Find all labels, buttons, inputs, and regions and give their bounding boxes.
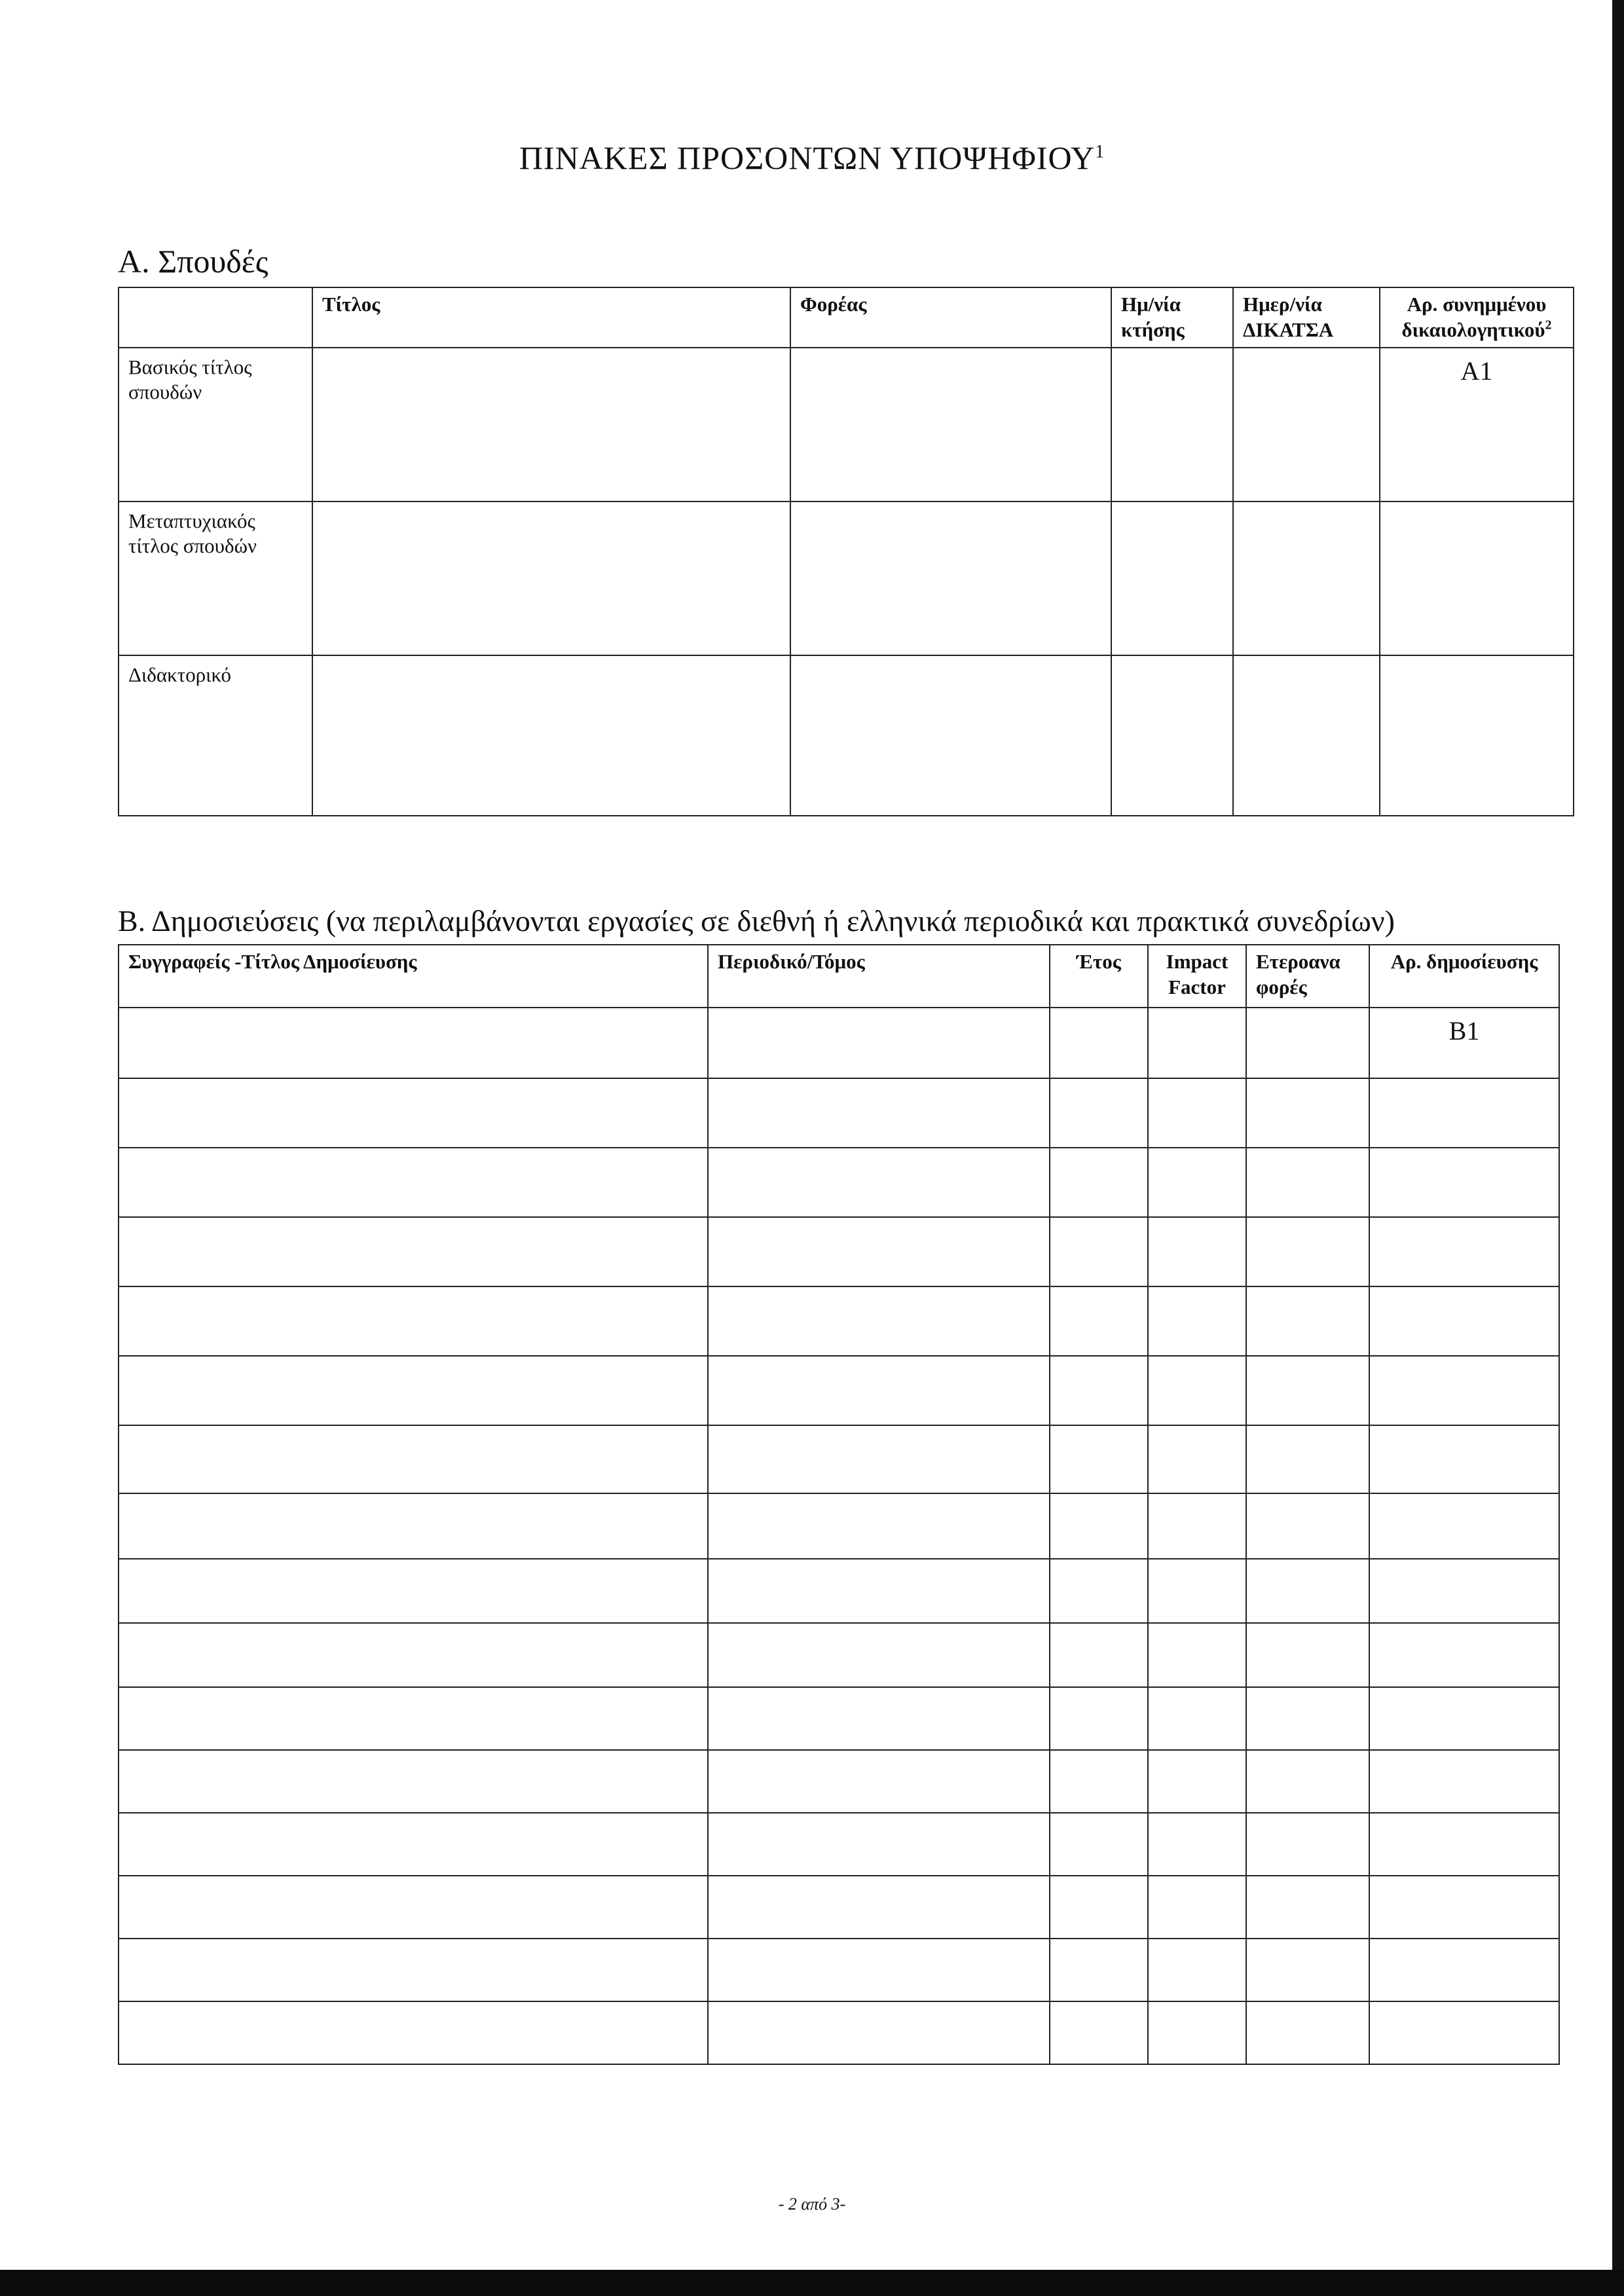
publication-row [119, 1493, 1559, 1559]
publication-journal-cell[interactable] [708, 1078, 1050, 1148]
publication-number-cell[interactable] [1369, 1286, 1559, 1356]
publication-row [119, 1078, 1559, 1148]
masters-date-cell[interactable] [1111, 501, 1233, 655]
publication-number-cell[interactable] [1369, 1559, 1559, 1623]
publication-citations-cell[interactable] [1246, 1425, 1369, 1493]
publication-authors-cell[interactable] [119, 2001, 708, 2064]
publication-authors-cell[interactable] [119, 1286, 708, 1356]
studies-row-bachelor [119, 348, 1574, 501]
publication-impact-cell[interactable] [1148, 1078, 1246, 1148]
publication-journal-cell[interactable] [708, 1559, 1050, 1623]
col-citations: Ετεροανα φορές [1246, 945, 1369, 1008]
publication-number-cell[interactable] [1369, 2001, 1559, 2064]
publications-header-row [119, 945, 1559, 1008]
col-publication-number: Αρ. δημοσίευσης [1369, 945, 1559, 1008]
publications-table [118, 944, 1560, 2065]
section-a-heading: Α. Σπουδές [118, 243, 268, 280]
publication-journal-cell[interactable] [708, 2001, 1050, 2064]
publication-journal-cell[interactable] [708, 1876, 1050, 1939]
publication-number-cell[interactable] [1369, 1813, 1559, 1876]
publication-impact-cell[interactable] [1148, 1750, 1246, 1813]
publication-authors-cell[interactable] [119, 1356, 708, 1425]
masters-attachment-cell[interactable] [1380, 501, 1574, 655]
publication-journal-cell[interactable] [708, 1813, 1050, 1876]
publication-number-cell[interactable] [1369, 1687, 1559, 1750]
publication-number-cell[interactable] [1369, 1425, 1559, 1493]
publication-journal-cell[interactable] [708, 1148, 1050, 1217]
scan-border [0, 2270, 1624, 2296]
col-title: Τίτλος [312, 287, 790, 348]
section-b-heading: Β. Δημοσιεύσεις (να περιλαμβάνονται εργασίες σε διεθνή ή ελληνικά περιοδικά και πρακτικά συνεδρίων) [118, 904, 1395, 938]
publication-authors-cell[interactable] [119, 1078, 708, 1148]
doctorate-date-cell[interactable] [1111, 655, 1233, 816]
publication-year-cell[interactable] [1050, 1008, 1148, 1078]
publication-authors-cell[interactable] [119, 1623, 708, 1687]
publication-row [119, 1286, 1559, 1356]
publication-journal-cell[interactable] [708, 1008, 1050, 1078]
publication-year-cell[interactable] [1050, 1078, 1148, 1148]
publication-impact-cell[interactable] [1148, 1939, 1246, 2001]
bachelor-date-cell[interactable] [1111, 348, 1233, 501]
publication-row [119, 1148, 1559, 1217]
publication-row [119, 1876, 1559, 1939]
publication-impact-cell[interactable] [1148, 1286, 1246, 1356]
publication-year-cell[interactable] [1050, 1217, 1148, 1286]
studies-corner-cell [119, 287, 312, 348]
row-label-masters: Μεταπτυχιακός τίτλος σπουδών [119, 501, 312, 655]
publication-citations-cell[interactable] [1246, 1750, 1369, 1813]
publication-year-cell[interactable] [1050, 1939, 1148, 2001]
publication-authors-cell[interactable] [119, 1813, 708, 1876]
publication-citations-cell[interactable] [1246, 1813, 1369, 1876]
publication-citations-cell[interactable] [1246, 1286, 1369, 1356]
publication-row [119, 1750, 1559, 1813]
studies-row-doctorate [119, 655, 1574, 816]
col-date-dikatsa: Ημερ/νία ΔΙΚΑΤΣΑ [1233, 287, 1380, 348]
publication-row [119, 1356, 1559, 1425]
publication-citations-cell[interactable] [1246, 1687, 1369, 1750]
publication-year-cell[interactable] [1050, 2001, 1148, 2064]
publication-year-cell[interactable] [1050, 1356, 1148, 1425]
publication-year-cell[interactable] [1050, 1148, 1148, 1217]
studies-header-row [119, 287, 1574, 348]
publication-journal-cell[interactable] [708, 1425, 1050, 1493]
studies-table [118, 287, 1574, 816]
publication-row [119, 2001, 1559, 2064]
publication-row [119, 1008, 1559, 1078]
publication-row [119, 1813, 1559, 1876]
publication-citations-cell[interactable] [1246, 1078, 1369, 1148]
publication-year-cell[interactable] [1050, 1687, 1148, 1750]
row-label-doctorate: Διδακτορικό [119, 655, 312, 816]
publication-impact-cell[interactable] [1148, 1559, 1246, 1623]
publication-journal-cell[interactable] [708, 1493, 1050, 1559]
publication-authors-cell[interactable] [119, 1750, 708, 1813]
publication-authors-cell[interactable] [119, 1687, 708, 1750]
publication-authors-cell[interactable] [119, 1559, 708, 1623]
doctorate-dikatsa-cell[interactable] [1233, 655, 1380, 816]
publication-row [119, 1939, 1559, 2001]
publication-number-cell[interactable] [1369, 1876, 1559, 1939]
publication-number-cell[interactable] [1369, 1623, 1559, 1687]
publication-number-cell[interactable] [1369, 1356, 1559, 1425]
publication-impact-cell[interactable] [1148, 1425, 1246, 1493]
publication-row [119, 1425, 1559, 1493]
col-authors-title: Συγγραφείς -Τίτλος Δημοσίευσης [119, 945, 708, 1008]
publication-year-cell[interactable] [1050, 1623, 1148, 1687]
publication-row [119, 1623, 1559, 1687]
col-institution: Φορέας [790, 287, 1111, 348]
publication-citations-cell[interactable] [1246, 1623, 1369, 1687]
masters-title-cell[interactable] [312, 501, 790, 655]
publication-year-cell[interactable] [1050, 1876, 1148, 1939]
publication-row [119, 1687, 1559, 1750]
publication-year-cell[interactable] [1050, 1750, 1148, 1813]
bachelor-institution-cell[interactable] [790, 348, 1111, 501]
publication-impact-cell[interactable] [1148, 1008, 1246, 1078]
publication-citations-cell[interactable] [1246, 1356, 1369, 1425]
col-date-acquired: Ημ/νία κτήσης [1111, 287, 1233, 348]
publication-impact-cell[interactable] [1148, 2001, 1246, 2064]
publication-year-cell[interactable] [1050, 1813, 1148, 1876]
publication-authors-cell[interactable] [119, 1939, 708, 2001]
doctorate-attachment-cell[interactable] [1380, 655, 1574, 816]
col-attachment-number: Αρ. συνημμένου δικαιολογητικού$^2$ [1380, 287, 1574, 348]
scan-edge [1612, 0, 1624, 2296]
masters-dikatsa-cell[interactable] [1233, 501, 1380, 655]
publication-journal-cell[interactable] [708, 1939, 1050, 2001]
publication-row [119, 1217, 1559, 1286]
publication-journal-cell[interactable] [708, 1687, 1050, 1750]
publication-year-cell[interactable] [1050, 1425, 1148, 1493]
publication-journal-cell[interactable] [708, 1286, 1050, 1356]
bachelor-title-cell[interactable] [312, 348, 790, 501]
publication-citations-cell[interactable] [1246, 2001, 1369, 2064]
publication-journal-cell[interactable] [708, 1750, 1050, 1813]
page-title: ΠΙΝΑΚΕΣ ΠΡΟΣΟΝΤΩΝ ΥΠΟΨΗΦΙΟΥ$^1$ [519, 139, 1105, 176]
doctorate-title-cell[interactable] [312, 655, 790, 816]
publication-authors-cell[interactable] [119, 1148, 708, 1217]
publication-year-cell[interactable] [1050, 1286, 1148, 1356]
publication-number-cell[interactable] [1369, 1939, 1559, 2001]
publication-row [119, 1559, 1559, 1623]
publication-impact-cell[interactable] [1148, 1687, 1246, 1750]
publication-citations-cell[interactable] [1246, 1939, 1369, 2001]
publication-number-cell[interactable] [1369, 1217, 1559, 1286]
publication-impact-cell[interactable] [1148, 1623, 1246, 1687]
publication-number-cell[interactable]: Β1 [1369, 1008, 1559, 1078]
col-year: Έτος [1050, 945, 1148, 1008]
publication-citations-cell[interactable] [1246, 1493, 1369, 1559]
bachelor-dikatsa-cell[interactable] [1233, 348, 1380, 501]
col-impact-factor: Impact Factor [1148, 945, 1246, 1008]
publication-number-cell[interactable] [1369, 1493, 1559, 1559]
col-journal-volume: Περιοδικό/Τόμος [708, 945, 1050, 1008]
publication-impact-cell[interactable] [1148, 1813, 1246, 1876]
publication-year-cell[interactable] [1050, 1493, 1148, 1559]
row-label-bachelor: Βασικός τίτλος σπουδών [119, 348, 312, 501]
publication-number-cell[interactable] [1369, 1148, 1559, 1217]
publication-authors-cell[interactable] [119, 1425, 708, 1493]
page-footer: - 2 από 3- [778, 2195, 846, 2214]
publication-journal-cell[interactable] [708, 1356, 1050, 1425]
doctorate-institution-cell[interactable] [790, 655, 1111, 816]
publication-impact-cell[interactable] [1148, 1876, 1246, 1939]
publication-citations-cell[interactable] [1246, 1008, 1369, 1078]
publication-impact-cell[interactable] [1148, 1356, 1246, 1425]
publication-journal-cell[interactable] [708, 1217, 1050, 1286]
publication-citations-cell[interactable] [1246, 1217, 1369, 1286]
publication-number-cell[interactable] [1369, 1078, 1559, 1148]
masters-institution-cell[interactable] [790, 501, 1111, 655]
publication-journal-cell[interactable] [708, 1623, 1050, 1687]
publication-authors-cell[interactable] [119, 1008, 708, 1078]
publication-impact-cell[interactable] [1148, 1217, 1246, 1286]
publication-citations-cell[interactable] [1246, 1148, 1369, 1217]
publication-year-cell[interactable] [1050, 1559, 1148, 1623]
publication-citations-cell[interactable] [1246, 1876, 1369, 1939]
publication-number-cell[interactable] [1369, 1750, 1559, 1813]
publication-impact-cell[interactable] [1148, 1148, 1246, 1217]
bachelor-attachment-cell[interactable]: Α1 [1380, 348, 1574, 501]
publication-impact-cell[interactable] [1148, 1493, 1246, 1559]
publication-citations-cell[interactable] [1246, 1559, 1369, 1623]
studies-row-masters [119, 501, 1574, 655]
publication-authors-cell[interactable] [119, 1493, 708, 1559]
publication-authors-cell[interactable] [119, 1876, 708, 1939]
publication-authors-cell[interactable] [119, 1217, 708, 1286]
